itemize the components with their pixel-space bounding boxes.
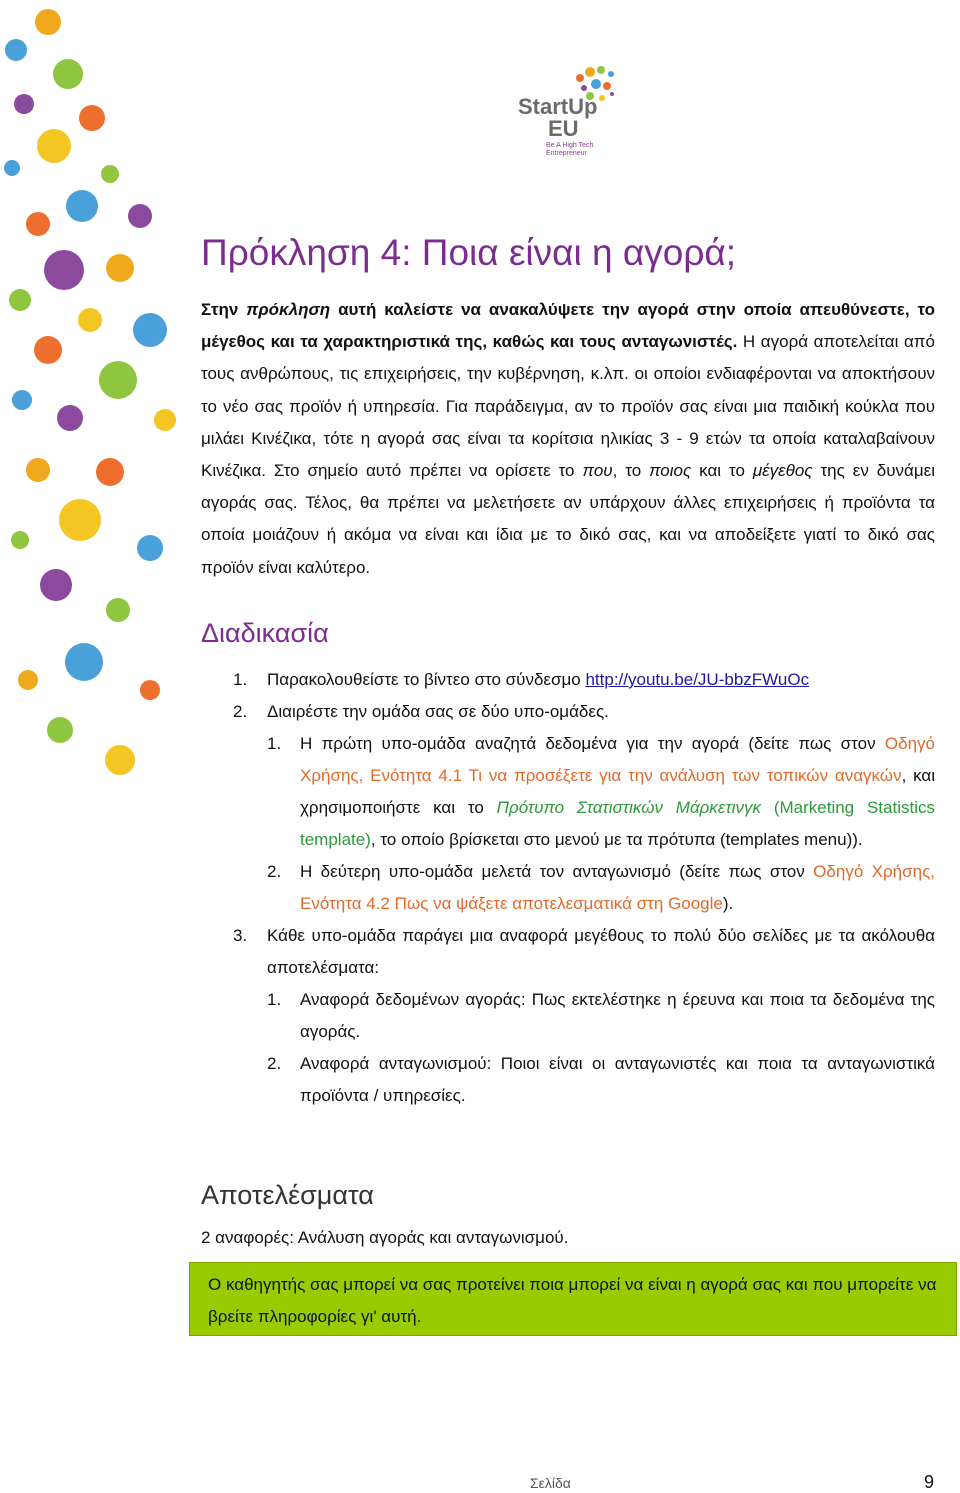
step-text: Κάθε υπο-ομάδα παράγει μια αναφορά μεγέθους το πολύ δύο σελίδες με τα ακόλουθα αποτελέσματα: — [267, 926, 935, 977]
substep-text: , το οποίο βρίσκεται στο μενού με τα πρότυπα (templates menu)). — [370, 830, 863, 849]
logo-name: StartUp — [518, 94, 598, 119]
substep-text: Η πρώτη υπο-ομάδα αναζητά δεδομένα για την αγορά (δείτε πως στον — [300, 734, 885, 753]
logo-tagline-2: Entrepreneur — [546, 150, 587, 157]
substep-text: Αναφορά ανταγωνισμού: Ποιοι είναι οι ανταγωνιστές και ποια τα ανταγωνιστικά προϊόντα / υπηρεσίες. — [300, 1054, 935, 1105]
logo-text — [518, 96, 597, 140]
footer-page-number: 9 — [924, 1472, 935, 1492]
step-text: Διαιρέστε την ομάδα σας σε δύο υπο-ομάδες. — [267, 702, 609, 721]
intro-text-4: , το — [612, 461, 650, 481]
intro-paragraph — [201, 294, 935, 584]
intro-text-3: Η αγορά αποτελείται από τους ανθρώπους, τις επιχειρήσεις, την κυβέρνηση, κ.λπ. οι οποίοι ενδιαφέρονται να αποκτήσουν το νέο σας προϊόν ή υπηρεσία. Για παράδειγμα, αν το προϊόν σας είναι μια παιδική κούκλα που μιλάει Κινέζικα, τότε η αγορά σας είναι τα κορίτσια ηλικίας 3 - 9 ετών τα οποία καταλαβαίνουν Κινέζικα. Στο σημείο αυτό πρέπει να ορίσετε το — [201, 332, 935, 481]
footer-page-label: Σελίδα — [530, 1475, 571, 1491]
intro-text-6: της εν δυνάμει αγοράς σας. Τέλος, θα πρέπει να μελετήσετε αν υπάρχουν άλλες επιχειρήσεις ή προϊόντα τα οποία μοιάζουν ή ακόμα να είναι και ίδια με το δικό σας, και να αποδείξετε γιατί το δικό σας προϊόν είναι καλύτερο. — [201, 461, 935, 577]
intro-emphasis-who: ποιος — [649, 461, 692, 481]
guide-reference-4-1[interactable]: Οδηγό Χρήσης, Ενότητα 4.1 Τι να προσέξετε για την ανάλυση των τοπικών αναγκών — [300, 734, 935, 785]
list-item — [201, 984, 935, 1048]
substep-number: 2. — [267, 862, 282, 881]
substep-text: , και χρησιμοποιήστε και το — [300, 766, 935, 817]
teacher-note-box: Ο καθηγητής σας μπορεί να σας προτείνει ποια μπορεί να είναι η αγορά σας και που μπορείτε να βρείτε πληροφορίες γι' αυτή. — [189, 1262, 957, 1336]
logo-tagline-1: Be A High Tech — [546, 142, 594, 149]
marketing-template-reference[interactable]: Πρότυπο Στατιστικών Μάρκετινγκ — [496, 798, 761, 817]
decorative-dots — [0, 0, 200, 1493]
step-number: 1. — [233, 670, 248, 689]
process-heading: Διαδικασία — [201, 618, 329, 648]
substep-number: 2. — [267, 1054, 282, 1073]
substep-text: ). — [722, 894, 734, 913]
list-item — [201, 920, 935, 984]
intro-emphasis-where: πoυ — [582, 461, 613, 481]
substep-number: 1. — [267, 990, 282, 1009]
intro-text-5: και το — [691, 461, 753, 481]
substep-text: Αναφορά δεδομένων αγοράς: Πως εκτελέστηκε η έρευνα και ποια τα δεδομένα της αγοράς. — [300, 990, 935, 1041]
list-item — [201, 728, 935, 856]
guide-reference-4-2[interactable]: Οδηγό Χρήσης, Ενότητα 4.2 Πως να ψάξετε αποτελεσματικά στη Google — [300, 862, 935, 913]
intro-emphasis-size: μέγεθος — [752, 461, 813, 481]
substep-text: Η δεύτερη υπο-ομάδα μελετά τον ανταγωνισμό (δείτε πως στον — [300, 862, 814, 881]
step-number: 2. — [233, 702, 248, 721]
intro-text-1: Στην — [201, 300, 247, 319]
list-item — [201, 856, 935, 920]
logo-eu: EU — [548, 116, 579, 141]
list-item — [201, 664, 935, 696]
results-text: 2 αναφορές: Ανάλυση αγοράς και ανταγωνισμού. — [201, 1228, 569, 1247]
results-heading: Αποτελέσματα — [201, 1180, 374, 1210]
step-text: Παρακολουθείστε το βίντεο στο σύνδεσμο — [267, 670, 586, 689]
step-number: 3. — [233, 926, 248, 945]
list-item — [201, 696, 935, 728]
page-title: Πρόκληση 4: Ποια είναι η αγορά; — [201, 232, 737, 273]
intro-emphasis-challenge: πρόκληση — [246, 300, 331, 319]
logo-tagline — [546, 142, 593, 158]
marketing-template-name: (Marketing Statistics template) — [300, 798, 935, 849]
process-list — [201, 664, 935, 1112]
substep-number: 1. — [267, 734, 282, 753]
video-link[interactable]: http://youtu.be/JU-bbzFWuOc — [585, 670, 810, 689]
list-item — [201, 1048, 935, 1112]
intro-text-2: αυτή καλείστε να ανακαλύψετε την αγορά στην οποία απευθύνεστε, το μέγεθος και τα χαρακτηριστικά της, καθώς και τους ανταγωνιστές. — [201, 300, 935, 352]
